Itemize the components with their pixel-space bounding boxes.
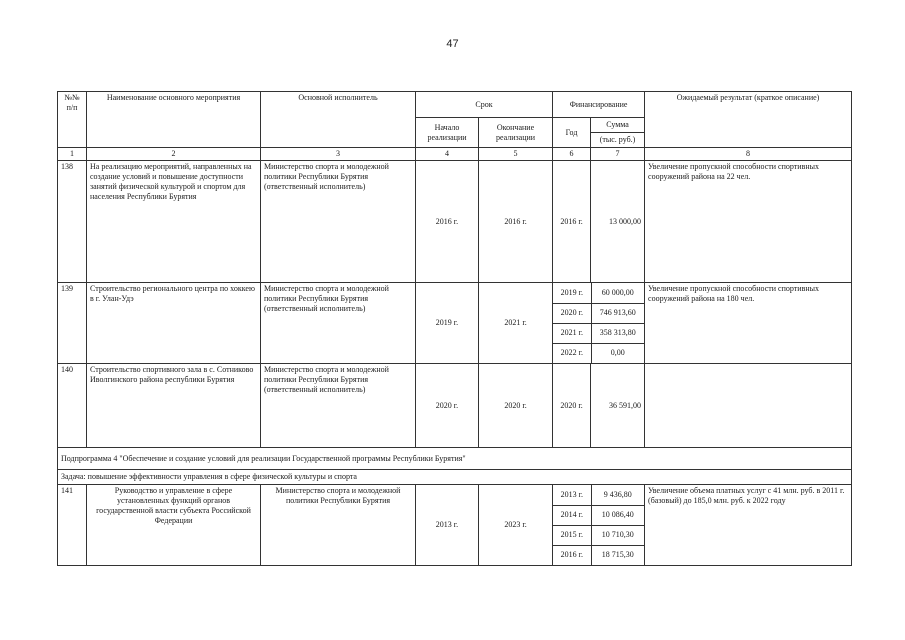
fin-sum: 746 913,60 [591,303,644,323]
program-table [57,91,852,566]
row-name: Строительство спортивного зала в с. Сотниково Иволгинского района республики Бурятия [87,364,261,448]
table-row [58,161,852,283]
row-number: 139 [58,283,87,364]
header-result: Ожидаемый результат (краткое описание) [645,92,852,148]
row-number: 140 [58,364,87,448]
fin-year: 2015 г. [553,525,591,545]
fin-sum: 358 313,80 [591,323,644,343]
financing-row [553,323,644,343]
row-start: 2016 г. [416,161,479,283]
row-number: 138 [58,161,87,283]
task-title: Задача: повышение эффективности управления в сфере физической культуры и спорта [58,470,852,485]
financing-row [553,343,644,363]
column-number: 4 [416,148,479,161]
header-row-1 [58,92,852,118]
fin-year: 2014 г. [553,505,591,525]
row-number: 141 [58,485,87,566]
header-sum-unit: (тыс. руб.) [599,134,636,144]
row-result: Увеличение объема платных услуг с 41 млн. руб. в 2011 г. (базовый) до 185,0 млн. руб. к 2022 году [645,485,852,566]
subprogram-title: Подпрограмма 4 "Обеспечение и создание условий для реализации Государственной программы Республики Бурятия" [58,448,852,470]
financing-row [553,545,644,565]
column-number: 6 [553,148,591,161]
row-end: 2016 г. [479,161,553,283]
fin-sum: 9 436,80 [591,485,644,505]
header-financing: Финансирование [553,92,645,118]
header-term: Срок [416,92,553,118]
page-number: 47 [446,38,459,50]
header-year: Год [553,118,591,148]
column-number: 2 [87,148,261,161]
fin-sum: 10 710,30 [591,525,644,545]
fin-year: 2016 г. [553,545,591,565]
subprogram-row [58,448,852,470]
header-sum-cell [591,118,645,148]
financing-row [553,525,644,545]
row-start: 2019 г. [416,283,479,364]
fin-sum: 0,00 [610,348,625,358]
table-row [58,485,852,566]
column-number: 7 [591,148,645,161]
header-term-end: Окончание реализации [479,118,553,148]
row-executor: Министерство спорта и молодежной политики Республики Бурятия (ответственный исполнитель) [261,161,416,283]
row-end: 2023 г. [479,485,553,566]
row-financing [553,485,645,566]
fin-sum: 18 715,30 [601,550,634,560]
fin-year: 2020 г. [553,303,591,323]
column-number: 1 [58,148,87,161]
fin-year: 2013 г. [553,485,591,505]
row-name: Строительство регионального центра по хоккею в г. Улан-Удэ [87,283,261,364]
fin-year: 2019 г. [553,283,591,303]
fin-sum: 10 086,40 [591,505,644,525]
row-executor: Министерство спорта и молодежной политики Республики Бурятия (ответственный исполнитель) [261,283,416,364]
fin-year: 2021 г. [553,323,591,343]
row-result: Увеличение пропускной способности спортивных сооружений района на 180 чел. [645,283,852,364]
header-executor: Основной исполнитель [261,92,416,148]
row-financing [553,283,645,364]
header-sum: Сумма [591,118,644,132]
financing-row [553,485,644,505]
row-start: 2013 г. [416,485,479,566]
column-numbers-row [58,148,852,161]
financing-row [553,283,644,303]
fin-sum: 60 000,00 [591,283,644,303]
financing-row [553,505,644,525]
row-name: Руководство и управление в сфере установленных функций органов государственной власти субъекта Российской Федерации [87,485,261,566]
row-fin-sum: 13 000,00 [591,161,645,283]
header-term-start: Начало реализации [416,118,479,148]
row-start: 2020 г. [416,364,479,448]
row-end: 2020 г. [479,364,553,448]
column-number: 8 [645,148,852,161]
row-end: 2021 г. [479,283,553,364]
header-num: №№ п/п [58,92,87,148]
fin-year: 2022 г. [553,343,591,363]
row-executor: Министерство спорта и молодежной политики Республики Бурятия (ответственный исполнитель) [261,364,416,448]
row-result: Увеличение пропускной способности спортивных сооружений района на 22 чел. [645,161,852,283]
column-number: 5 [479,148,553,161]
header-name: Наименование основного мероприятия [87,92,261,148]
table-row [58,364,852,448]
financing-row [553,303,644,323]
row-executor: Министерство спорта и молодежной политики Республики Бурятия [261,485,416,566]
row-fin-sum: 36 591,00 [591,364,645,448]
row-name: На реализацию мероприятий, направленных на создание условий и повышение доступности занятий физической культурой и спортом для населения Республики Бурятия [87,161,261,283]
row-result [645,364,852,448]
row-fin-year: 2020 г. [553,364,591,448]
column-number: 3 [261,148,416,161]
task-row [58,470,852,485]
row-fin-year: 2016 г. [553,161,591,283]
table-row [58,283,852,364]
